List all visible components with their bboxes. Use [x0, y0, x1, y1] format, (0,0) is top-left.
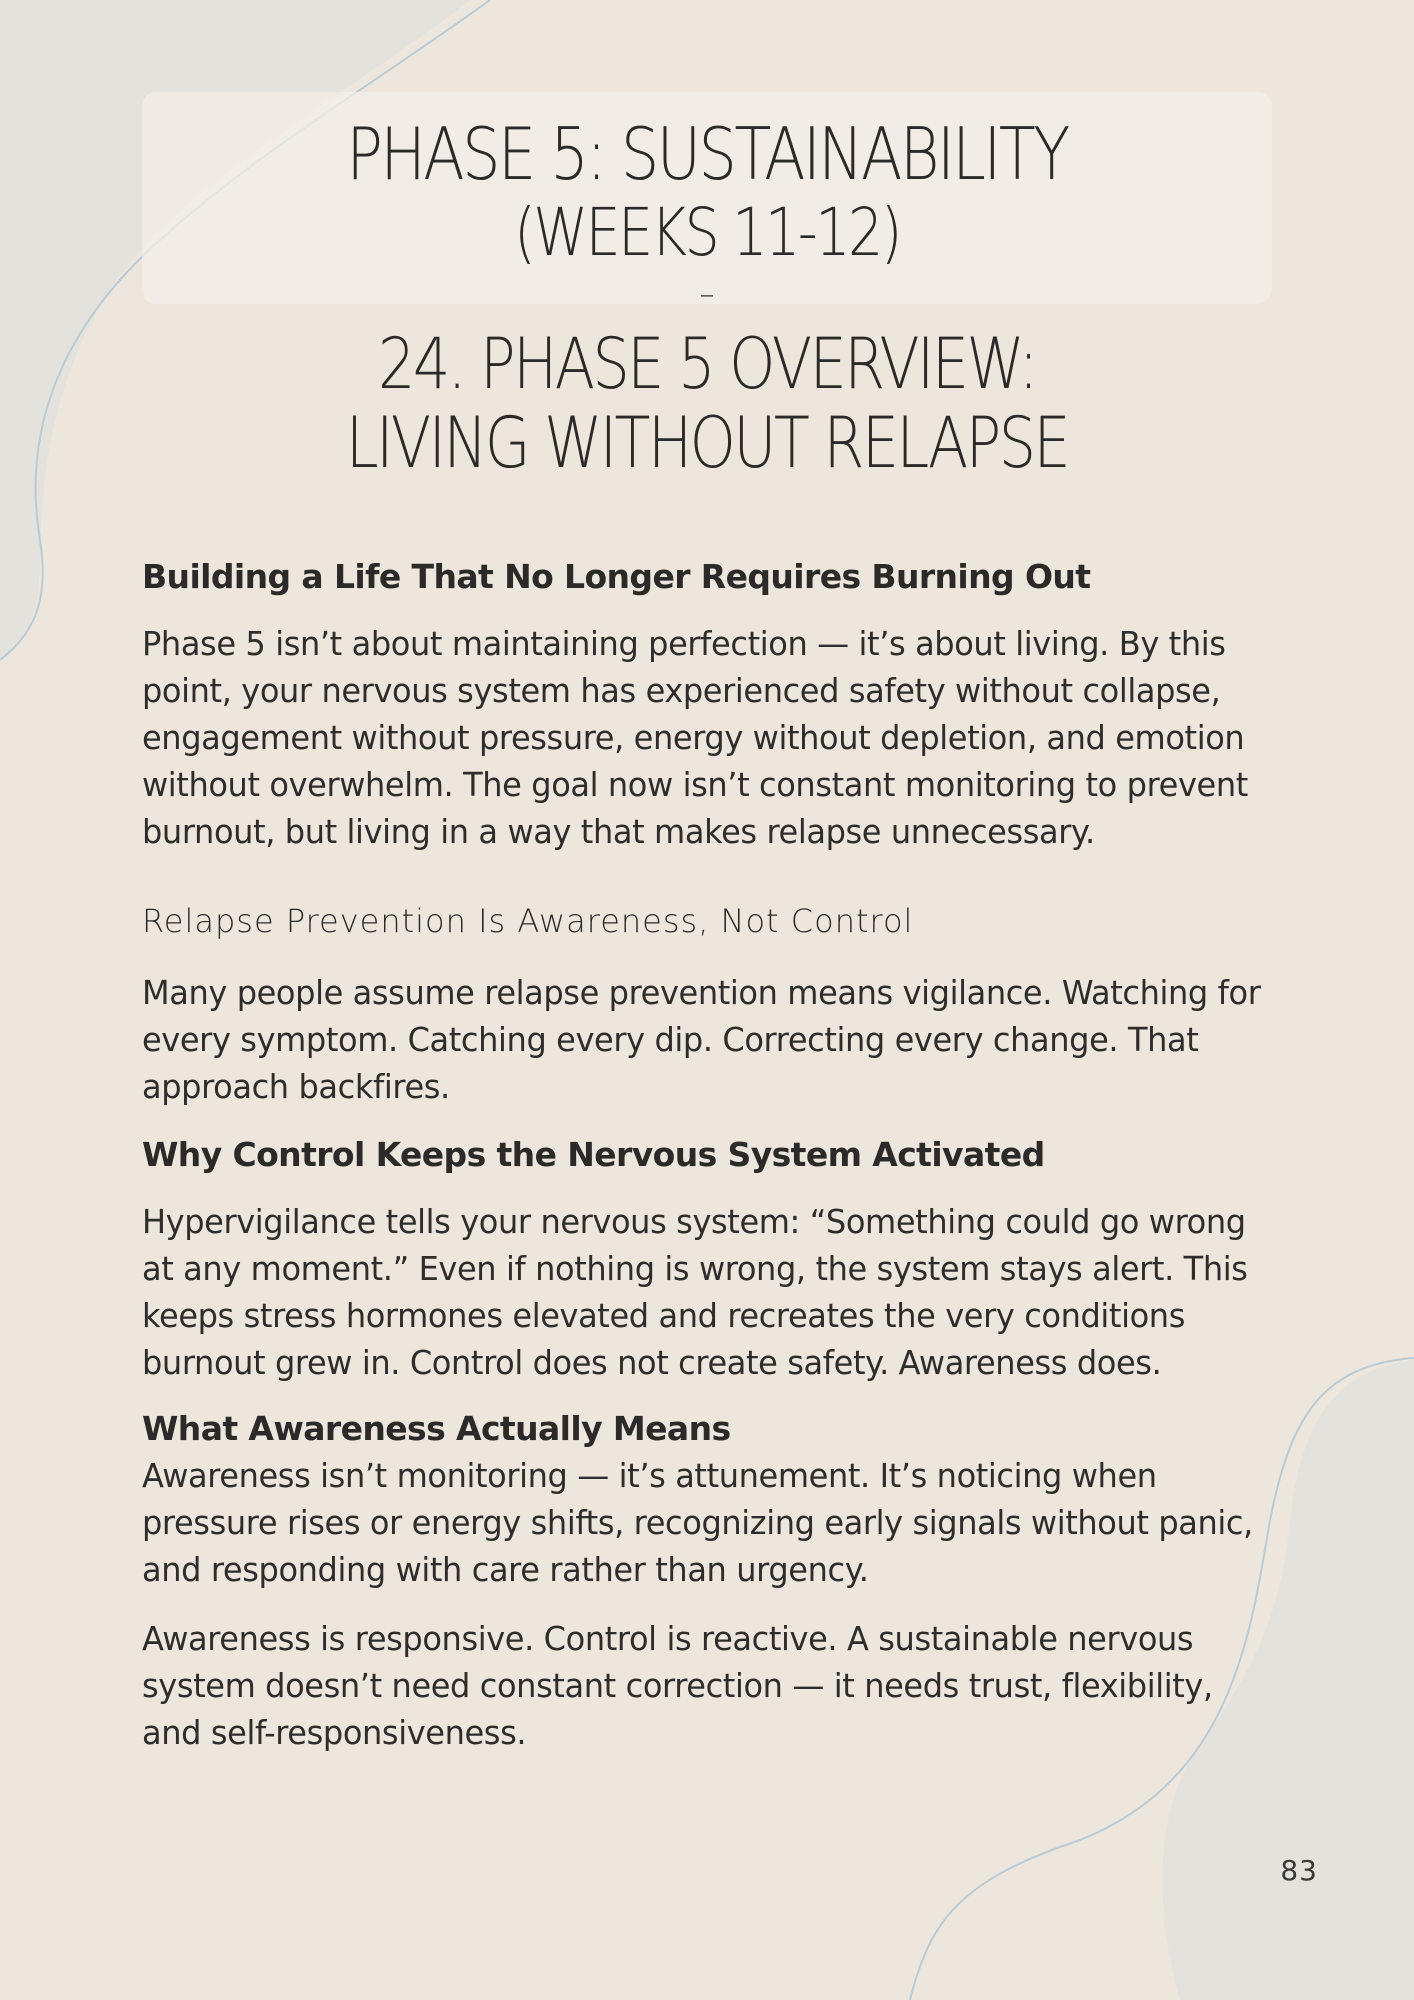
title-separator-dash: –	[699, 277, 715, 312]
overview-title-line-2: LIVING WITHOUT RELAPSE	[345, 402, 1069, 484]
section-heading-relapse-prevention: Relapse Prevention Is Awareness, Not Control	[142, 902, 914, 940]
phase-title-line-1: PHASE 5: SUSTAINABILITY	[346, 112, 1068, 196]
section-body-relapse-prevention: Many people assume relapse prevention means vigilance. Watching for every symptom. Catching every dip. Correcting every change. That approach backfires.	[142, 973, 1261, 1106]
page-number: 83	[1280, 1854, 1318, 1887]
section-body-why-control: Hypervigilance tells your nervous system: “Something could go wrong at any moment.” Even if nothing is wrong, the system stays alert. This keeps stress hormones elevated and recreates the very conditions burnout grew in. Control does not create safety. Awareness does.	[142, 1202, 1248, 1382]
main-content	[142, 554, 1277, 1756]
overview-title-line-1: 24. PHASE 5 OVERVIEW:	[378, 323, 1036, 405]
section-body-awareness-responsive: Awareness is responsive. Control is reactive. A sustainable nervous system doesn’t need constant correction — it needs trust, flexibility, and self-responsiveness.	[142, 1619, 1213, 1752]
section-heading-building-a-life: Building a Life That No Longer Requires Burning Out	[142, 557, 1091, 596]
section-body-what-awareness-means: Awareness isn’t monitoring — it’s attunement. It’s noticing when pressure rises or energy shifts, recognizing early signals without panic, and responding with care rather than urgency.	[142, 1456, 1253, 1589]
section-body-building-a-life: Phase 5 isn’t about maintaining perfection — it’s about living. By this point, your nervous system has experienced safety without collapse, engagement without pressure, energy without depletion, and emotion without overwhelm. The goal now isn’t constant monitoring to prevent burnout, but living in a way that makes relapse unnecessary.	[142, 624, 1248, 851]
section-heading-why-control: Why Control Keeps the Nervous System Activated	[142, 1135, 1045, 1174]
section-heading-what-awareness-means: What Awareness Actually Means	[142, 1409, 731, 1448]
phase-title-line-2: (WEEKS 11-12)	[514, 194, 900, 271]
